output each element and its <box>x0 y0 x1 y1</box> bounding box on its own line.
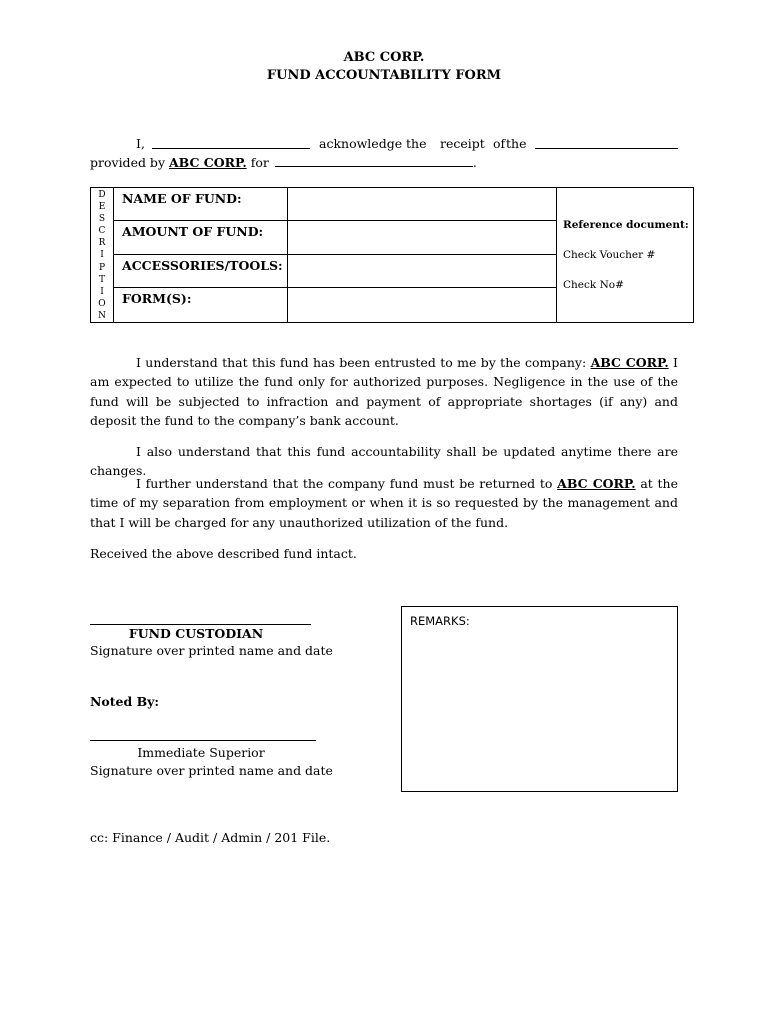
ack-of-word: of <box>493 136 506 151</box>
forms-field[interactable] <box>288 287 557 322</box>
description-letter: C <box>98 226 106 237</box>
p1-company: ABC CORP. <box>590 355 669 370</box>
description-letter: N <box>98 310 106 321</box>
description-letter: D <box>98 190 106 200</box>
description-letter: E <box>98 202 106 213</box>
description-letter: R <box>98 238 106 249</box>
accessories-tools-field[interactable] <box>288 254 557 287</box>
fund-row-label: FORM(S): <box>114 287 288 322</box>
acknowledgment-line <box>90 136 678 156</box>
fund-row-label: NAME OF FUND: <box>114 188 288 221</box>
superior-title: Immediate Superior <box>137 745 265 760</box>
noted-by-label: Noted By: <box>90 694 160 709</box>
reference-item-check-voucher: Check Voucher # <box>563 249 656 262</box>
superior-signature-line[interactable] <box>90 740 316 741</box>
ack-acknowledge-word: acknowledge <box>319 136 403 151</box>
paragraph-received <box>90 544 678 563</box>
reference-title: Reference document: <box>563 219 689 232</box>
reference-item-check-no: Check No# <box>563 279 624 292</box>
ack-i-label: I, <box>136 136 145 151</box>
description-letter: T <box>98 274 105 285</box>
custodian-signature-line[interactable] <box>90 624 311 625</box>
ack-receipt-word: receipt <box>440 136 485 151</box>
ack-the-word: the <box>406 136 427 151</box>
provided-by-label: provided by <box>90 155 165 170</box>
form-title: FUND ACCOUNTABILITY FORM <box>266 68 502 83</box>
description-letter: P <box>98 262 106 273</box>
description-letter: S <box>98 214 106 225</box>
remarks-box[interactable] <box>401 606 678 792</box>
for-label: for <box>250 155 269 170</box>
ack-period: . <box>472 155 477 170</box>
cc-distribution: cc: Finance / Audit / Admin / 201 File. <box>90 830 331 845</box>
description-letter: I <box>100 250 104 261</box>
description-vertical-label <box>91 188 114 323</box>
fund-row-label: ACCESSORIES/TOOLS: <box>114 254 288 287</box>
description-letter: I <box>100 286 104 297</box>
remarks-label: REMARKS: <box>410 614 470 628</box>
description-letter: O <box>98 298 106 309</box>
p2-text: I also understand that this fund accountability shall be updated anytime there are changes. <box>90 444 678 479</box>
purpose-blank-field[interactable] <box>275 156 473 167</box>
p3-company: ABC CORP. <box>557 476 636 491</box>
paragraph-return <box>90 474 678 532</box>
company-name: ABC CORP. <box>343 50 425 65</box>
fund-details-table <box>90 187 694 323</box>
name-of-fund-field[interactable] <box>288 188 557 221</box>
acknowledgment-line-2 <box>90 155 477 170</box>
p1-text-after: I am expected to utilize the fund only for authorized purposes. Negligence in the use of the fund will be subjected to infraction and payment of appropriate shortages (if any) and deposit the fund to the company’s bank account. <box>90 355 678 429</box>
superior-note: Signature over printed name and date <box>90 763 333 778</box>
paragraph-entrusted <box>90 353 678 431</box>
p3-text-after: at the time of my separation from employment or when it is so requested by the management and that I will be charged for any unauthorized utilization of the fund. <box>90 476 678 530</box>
p3-text-before: I further understand that the company fund must be returned to <box>136 476 558 491</box>
fund-row-label: AMOUNT OF FUND: <box>114 221 288 254</box>
p4-text: Received the above described fund intact. <box>90 546 357 561</box>
amount-of-fund-field[interactable] <box>288 221 557 254</box>
custodian-title: FUND CUSTODIAN <box>128 626 264 641</box>
custodian-note: Signature over printed name and date <box>90 643 333 658</box>
ack-the-word-2: the <box>506 136 527 151</box>
provided-by-company: ABC CORP. <box>168 155 247 170</box>
reference-document-cell <box>557 188 694 323</box>
p1-text-before: I understand that this fund has been entrusted to me by the company: <box>136 355 591 370</box>
